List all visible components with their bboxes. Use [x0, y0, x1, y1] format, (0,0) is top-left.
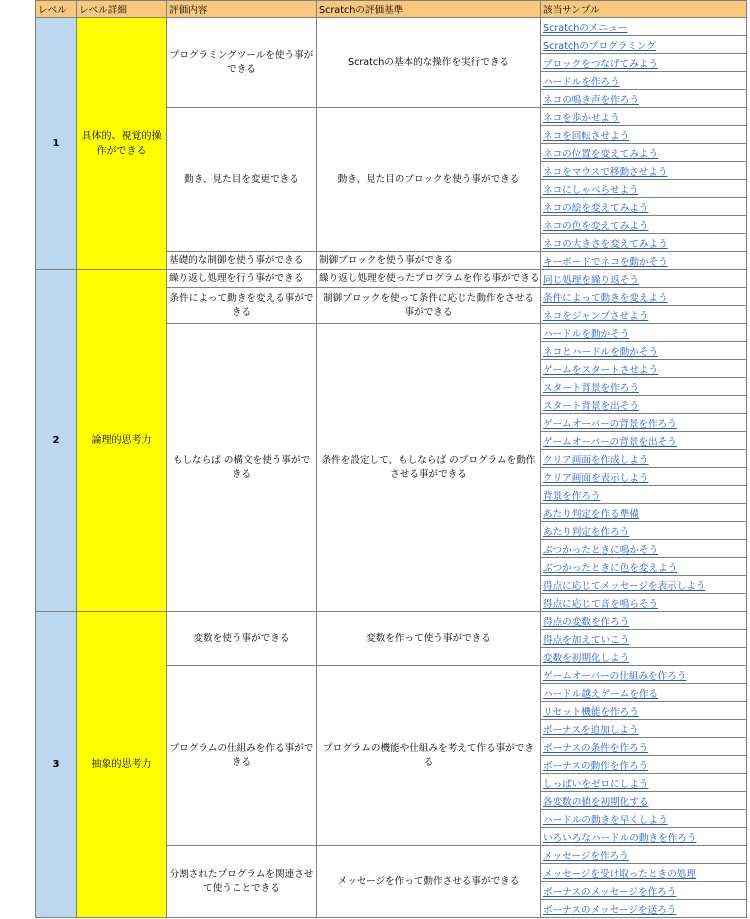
header-sample: 該当サンプル: [541, 1, 747, 18]
evaluation-table: [35, 0, 747, 918]
sample-cell: [541, 378, 747, 396]
scratch-criteria-cell: 動き、見た目のブロックを使う事ができる: [317, 108, 541, 252]
sample-cell: [541, 702, 747, 720]
sample-cell: [541, 504, 747, 522]
sample-cell: [541, 288, 747, 306]
sample-link[interactable]: リセット機能を作ろう: [543, 706, 639, 718]
sample-cell: [541, 594, 747, 612]
sample-cell: [541, 522, 747, 540]
sample-cell: [541, 126, 747, 144]
sample-link[interactable]: ハードルを動かそう: [543, 328, 630, 340]
sample-cell: [541, 666, 747, 684]
evaluation-content-cell: プログラムの仕組みを作る事ができる: [167, 666, 317, 846]
sample-cell: [541, 720, 747, 738]
sample-cell: [541, 846, 747, 864]
scratch-criteria-cell: 変数を作って使う事ができる: [317, 612, 541, 666]
sample-link[interactable]: あたり判定を作る準備: [543, 508, 639, 520]
sample-cell: [541, 234, 747, 252]
sample-link[interactable]: ゲームオーバーの仕組みを作ろう: [543, 670, 687, 682]
evaluation-content-cell: 基礎的な制御を使う事ができる: [167, 252, 317, 270]
sample-link[interactable]: ハードルを作ろう: [543, 76, 620, 88]
table-body: [36, 18, 747, 918]
sample-link[interactable]: ゲームオーバーの背景を作ろう: [543, 418, 677, 430]
sample-cell: [541, 486, 747, 504]
sample-cell: [541, 252, 747, 270]
scratch-criteria-cell: 条件を設定して、もしならば のプログラムを動作させる事ができる: [317, 324, 541, 612]
sample-link[interactable]: 条件によって動きを変えよう: [543, 292, 668, 304]
sample-link[interactable]: ネコとハードルを動かそう: [543, 346, 659, 358]
evaluation-content-cell: 繰り返し処理を行う事ができる: [167, 270, 317, 288]
sample-cell: [541, 90, 747, 108]
sample-link[interactable]: ネコを回転させよう: [543, 130, 630, 142]
sample-cell: [541, 612, 747, 630]
sample-link[interactable]: ゲームをスタートさせよう: [543, 364, 659, 376]
sample-link[interactable]: ゲームオーバーの背景を出そう: [543, 436, 677, 448]
scratch-criteria-cell: 制御ブロックを使って条件に応じた動作をさせる事ができる: [317, 288, 541, 324]
level-number-cell: 1: [36, 18, 77, 270]
sample-cell: [541, 324, 747, 342]
sample-cell: [541, 180, 747, 198]
table-row: [36, 270, 747, 288]
evaluation-content-cell: もしならば の構文を使う事ができる: [167, 324, 317, 612]
sample-link[interactable]: Scratchのメニュー: [543, 22, 628, 34]
sample-link[interactable]: メッセージを受け取ったときの処理: [543, 868, 696, 880]
sample-link[interactable]: ネコの鳴き声を作ろう: [543, 94, 639, 106]
sample-link[interactable]: ネコの色を変えてみよう: [543, 220, 649, 232]
sample-link[interactable]: ネコをマウスで移動させよう: [543, 166, 668, 178]
header-level-detail: レベル詳細: [77, 1, 167, 18]
sample-cell: [541, 198, 747, 216]
scratch-criteria-cell: Scratchの基本的な操作を実行できる: [317, 18, 541, 108]
sample-link[interactable]: ボーナスのメッセージを作ろう: [543, 886, 677, 898]
sample-cell: [541, 864, 747, 882]
sample-link[interactable]: ネコの位置を変えてみよう: [543, 148, 659, 160]
sample-link[interactable]: いろいろなハードルの動きを作ろう: [543, 832, 697, 844]
sample-cell: [541, 144, 747, 162]
sample-cell: [541, 828, 747, 846]
level-detail-cell: 論理的思考力: [77, 270, 167, 612]
sample-link[interactable]: 背景を作ろう: [543, 490, 601, 502]
sample-cell: [541, 810, 747, 828]
sample-link[interactable]: スタート背景を出そう: [543, 400, 639, 412]
level-detail-cell: 抽象的思考力: [77, 612, 167, 918]
sample-link[interactable]: クリア画面を作成しよう: [543, 454, 649, 466]
sample-cell: [541, 216, 747, 234]
sample-cell: [541, 576, 747, 594]
sample-cell: [541, 738, 747, 756]
sample-cell: [541, 342, 747, 360]
sample-link[interactable]: ぶつかったときに色を変えよう: [543, 562, 678, 574]
sample-link[interactable]: スタート背景を作ろう: [543, 382, 639, 394]
sample-link[interactable]: キーボードでネコを動かそう: [543, 256, 668, 268]
scratch-criteria-cell: メッセージを作って動作させる事ができる: [317, 846, 541, 918]
sample-link[interactable]: ボーナスの動作を作ろう: [543, 760, 649, 772]
sample-link[interactable]: ボーナスを追加しよう: [543, 724, 639, 736]
sample-cell: [541, 270, 747, 288]
sample-cell: [541, 558, 747, 576]
sample-cell: [541, 468, 747, 486]
evaluation-content-cell: 変数を使う事ができる: [167, 612, 317, 666]
sample-link[interactable]: Scratchのプログラミング: [543, 40, 656, 52]
sample-cell: [541, 648, 747, 666]
evaluation-content-cell: 動き、見た目を変更できる: [167, 108, 317, 252]
sample-link[interactable]: ネコを歩かせよう: [543, 112, 620, 124]
evaluation-content-cell: 分割されたプログラムを関連させて使うことできる: [167, 846, 317, 918]
header-scratch-criteria: Scratchの評価基準: [317, 1, 541, 18]
sample-link[interactable]: しっぱいをゼロにしよう: [543, 778, 649, 790]
sample-cell: [541, 54, 747, 72]
sample-cell: [541, 162, 747, 180]
scratch-criteria-cell: 繰り返し処理を使ったプログラムを作る事ができる: [317, 270, 541, 288]
sample-cell: [541, 414, 747, 432]
header-evaluation-content: 評価内容: [167, 1, 317, 18]
sample-link[interactable]: ボーナスの条件を作ろう: [543, 742, 649, 754]
sample-cell: [541, 396, 747, 414]
sample-link[interactable]: ネコの絵を変えてみよう: [543, 202, 649, 214]
sample-link[interactable]: ネコにしゃべらせよう: [543, 184, 639, 196]
evaluation-content-cell: 条件によって動きを変える事ができる: [167, 288, 317, 324]
sample-cell: [541, 630, 747, 648]
table-row: [36, 18, 747, 36]
sample-cell: [541, 72, 747, 90]
sample-cell: [541, 306, 747, 324]
table-row: [36, 612, 747, 630]
sample-link[interactable]: 同じ処理を繰り返そう: [543, 274, 639, 286]
sample-link[interactable]: クリア画面を表示しよう: [543, 472, 649, 484]
sample-cell: [541, 360, 747, 378]
sample-cell: [541, 756, 747, 774]
level-number-cell: 2: [36, 270, 77, 612]
level-number-cell: 3: [36, 612, 77, 918]
scratch-criteria-cell: プログラムの機能や仕組みを考えて作る事ができる: [317, 666, 541, 846]
sample-link[interactable]: 変数を初期化しよう: [543, 652, 630, 664]
sample-link[interactable]: ハードルの動きを早くしよう: [543, 814, 668, 826]
sample-link[interactable]: 得点を加えていこう: [543, 634, 630, 646]
sample-cell: [541, 900, 747, 918]
sample-cell: [541, 774, 747, 792]
scratch-criteria-cell: 制御ブロックを使う事ができる: [317, 252, 541, 270]
sample-link[interactable]: ネコの大きさを変えてみよう: [543, 238, 668, 250]
sample-link[interactable]: メッセージを作ろう: [543, 850, 629, 862]
sample-link[interactable]: 得点の変数を作ろう: [543, 616, 630, 628]
sample-link[interactable]: あたり判定を作ろう: [543, 526, 630, 538]
evaluation-content-cell: プログラミングツールを使う事ができる: [167, 18, 317, 108]
sample-link[interactable]: ボーナスのメッセージを送ろう: [543, 904, 677, 916]
sample-link[interactable]: 得点に応じて音を鳴らそう: [543, 598, 659, 610]
sample-cell: [541, 108, 747, 126]
header-level: レベル: [36, 1, 77, 18]
sample-link[interactable]: ネコをジャンプさせよう: [543, 310, 649, 322]
sample-cell: [541, 540, 747, 558]
sample-cell: [541, 450, 747, 468]
level-detail-cell: 具体的、視覚的操作ができる: [77, 18, 167, 270]
sample-link[interactable]: ハードル越えゲームを作る: [543, 688, 659, 700]
header-row: [36, 1, 747, 18]
sample-cell: [541, 18, 747, 36]
sample-link[interactable]: 各変数の値を初期化する: [543, 796, 649, 808]
sample-link[interactable]: ぶつかったときに鳴かそう: [543, 544, 659, 556]
sample-cell: [541, 36, 747, 54]
sample-link[interactable]: ブロックをつなげてみよう: [543, 58, 658, 70]
sample-cell: [541, 684, 747, 702]
sample-cell: [541, 792, 747, 810]
sample-link[interactable]: 得点に応じてメッセージを表示しよう: [543, 580, 706, 592]
sample-cell: [541, 882, 747, 900]
sample-cell: [541, 432, 747, 450]
